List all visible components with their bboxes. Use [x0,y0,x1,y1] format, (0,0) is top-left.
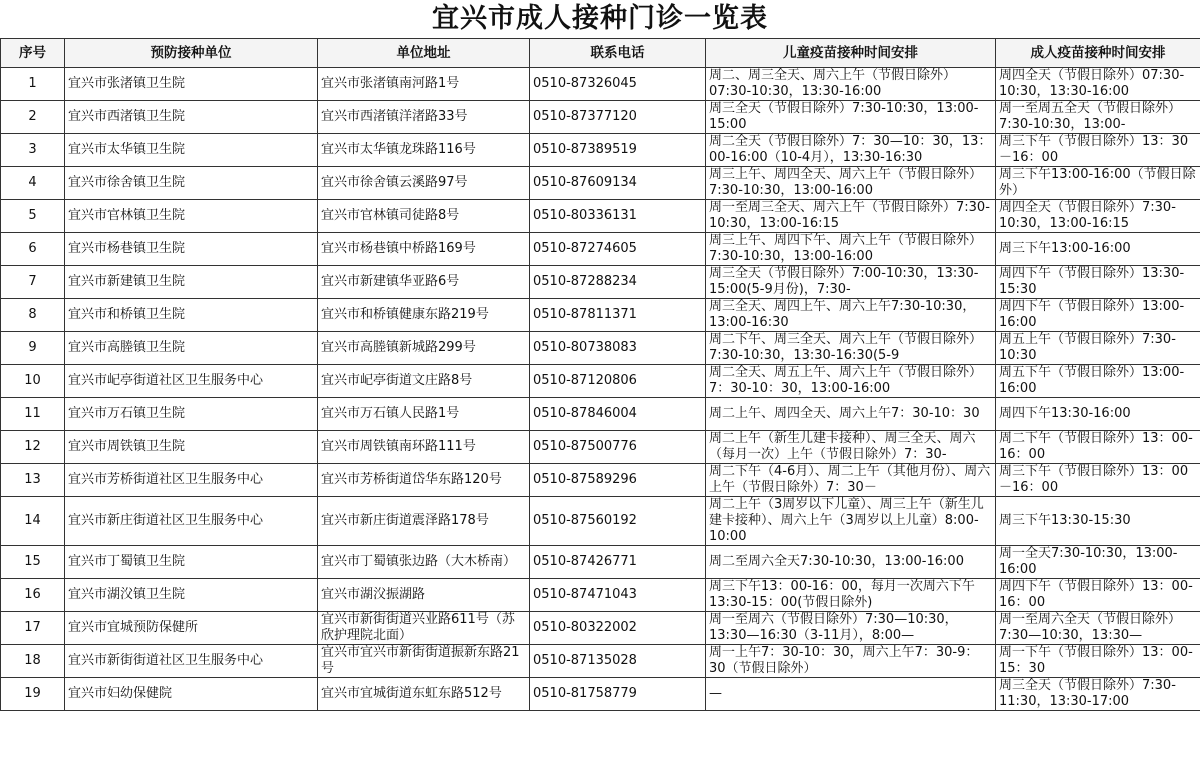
unit-name [65,365,318,398]
child-schedule [706,134,996,167]
table-row [1,68,1200,101]
unit-address-text: 宜兴市西渚镇洋渚路33号 [321,109,468,124]
table-row [1,398,1200,431]
row-number [1,579,65,612]
unit-name [65,579,318,612]
row-number [1,68,65,101]
page-title: 宜兴市成人接种门诊一览表 [432,3,768,34]
phone-number-text: 0510-87135028 [533,653,637,668]
unit-name-text: 宜兴市新建镇卫生院 [68,274,186,289]
adult-schedule [996,167,1200,200]
adult-schedule-text: 周一至周六全天（节假日除外）7:30—10:30，13:30— [999,612,1182,643]
adult-schedule-text: 周三下午13:00-16:00 [999,241,1131,256]
child-schedule-text: 周三全天（节假日除外）7:00-10:30，13:30-15:00(5-9月份)，7:30- [709,266,979,297]
phone-number-text: 0510-81758779 [533,686,637,701]
child-schedule [706,200,996,233]
phone-number [530,167,706,200]
unit-address [318,299,530,332]
row-number [1,398,65,431]
adult-schedule-text: 周一至周五全天（节假日除外）7:30-10:30，13:00- [999,101,1182,132]
adult-schedule-text: 周三全天（节假日除外）7:30-11:30，13:30-17:00 [999,678,1176,709]
adult-schedule-text: 周三下午（节假日除外）13：30－16：00 [999,134,1189,165]
adult-schedule [996,200,1200,233]
unit-address [318,266,530,299]
col-header-child-schedule: 儿童疫苗接种时间安排 [706,39,996,68]
row-number-text: 2 [28,109,37,124]
phone-number [530,134,706,167]
unit-name-text: 宜兴市高塍镇卫生院 [68,340,186,355]
row-number [1,266,65,299]
unit-name-text: 宜兴市张渚镇卫生院 [68,76,186,91]
row-number-text: 4 [28,175,37,190]
row-number [1,546,65,579]
child-schedule [706,167,996,200]
row-number-text: 5 [28,208,37,223]
unit-name [65,167,318,200]
unit-address [318,612,530,645]
row-number-text: 9 [28,340,37,355]
unit-name-text: 宜兴市新街街道社区卫生服务中心 [68,653,264,668]
child-schedule [706,464,996,497]
unit-name-text: 宜兴市新庄街道社区卫生服务中心 [68,513,264,528]
phone-number [530,398,706,431]
phone-number-text: 0510-87846004 [533,406,637,421]
child-schedule-text: 周一至周三全天、周六上午（节假日除外）7:30-10:30，13:00-16:15 [709,200,990,231]
row-number-text: 1 [28,76,37,91]
unit-address [318,332,530,365]
unit-name-text: 宜兴市湖㳇镇卫生院 [68,587,186,602]
table-body [1,68,1200,711]
unit-address-text: 宜兴市宜兴市新街街道振新东路21号 [321,645,520,676]
adult-schedule [996,398,1200,431]
child-schedule [706,233,996,266]
unit-name [65,266,318,299]
unit-name [65,200,318,233]
unit-name-text: 宜兴市万石镇卫生院 [68,406,186,421]
unit-address [318,200,530,233]
phone-number-text: 0510-80738083 [533,340,637,355]
adult-schedule-text: 周一全天7:30-10:30，13:00-16:00 [999,546,1178,577]
unit-address-text: 宜兴市芳桥街道岱华东路120号 [321,472,502,487]
unit-name-text: 宜兴市杨巷镇卫生院 [68,241,186,256]
row-number-text: 3 [28,142,37,157]
row-number [1,464,65,497]
phone-number [530,645,706,678]
table-row [1,233,1200,266]
child-schedule [706,68,996,101]
row-number-text: 6 [28,241,37,256]
child-schedule-text: 周二下午（4-6月）、周二上午（其他月份）、周六上午（节假日除外）7：30－ [709,464,991,495]
unit-name-text: 宜兴市西渚镇卫生院 [68,109,186,124]
child-schedule [706,266,996,299]
unit-address [318,134,530,167]
phone-number [530,266,706,299]
unit-name [65,678,318,711]
child-schedule-text: 周二上午（新生儿建卡接种）、周三全天、周六（每月一次）上午（节假日除外）7：30- [709,431,976,462]
unit-address-text: 宜兴市太华镇龙珠路116号 [321,142,476,157]
row-number [1,612,65,645]
unit-address [318,101,530,134]
child-schedule [706,645,996,678]
unit-name [65,431,318,464]
unit-name [65,299,318,332]
adult-schedule [996,68,1200,101]
phone-number-text: 0510-87811371 [533,307,637,322]
child-schedule [706,101,996,134]
child-schedule [706,365,996,398]
row-number [1,299,65,332]
adult-schedule [996,134,1200,167]
row-number [1,167,65,200]
adult-schedule-text: 周二下午（节假日除外）13：00-16：00 [999,431,1193,462]
adult-schedule-text: 周三下午13:00-16:00（节假日除外） [999,167,1196,198]
adult-schedule-text: 周四全天（节假日除外）7:30-10:30，13:00-16:15 [999,200,1176,231]
phone-number-text: 0510-87589296 [533,472,637,487]
table-row [1,546,1200,579]
unit-name [65,612,318,645]
phone-number-text: 0510-80322002 [533,620,637,635]
unit-name [65,134,318,167]
adult-schedule-text: 周一下午（节假日除外）13：00-15：30 [999,645,1193,676]
unit-address [318,68,530,101]
row-number [1,365,65,398]
table-row [1,497,1200,546]
unit-address [318,645,530,678]
adult-schedule [996,233,1200,266]
row-number [1,645,65,678]
unit-address-text: 宜兴市周铁镇南环路111号 [321,439,476,454]
unit-address-text: 宜兴市徐舍镇云溪路97号 [321,175,468,190]
adult-schedule [996,645,1200,678]
row-number [1,332,65,365]
row-number [1,134,65,167]
unit-name-text: 宜兴市太华镇卫生院 [68,142,186,157]
adult-schedule-text: 周四全天（节假日除外）07:30-10:30，13:30-16:00 [999,68,1185,99]
row-number [1,101,65,134]
phone-number-text: 0510-87560192 [533,513,637,528]
row-number [1,233,65,266]
phone-number-text: 0510-87120806 [533,373,637,388]
adult-schedule-text: 周四下午（节假日除外）13:30-15:30 [999,266,1185,297]
row-number-text: 8 [28,307,37,322]
table-row [1,431,1200,464]
unit-address-text: 宜兴市新庄街道震泽路178号 [321,513,489,528]
child-schedule-text: 周三下午13：00-16：00，每月一次周六下午13:30-15：00(节假日除外) [709,579,975,610]
child-schedule [706,497,996,546]
unit-address [318,398,530,431]
unit-name-text: 宜兴市徐舍镇卫生院 [68,175,186,190]
child-schedule-text: 周三全天（节假日除外）7:30-10:30，13:00-15:00 [709,101,979,132]
row-number-text: 17 [24,620,41,635]
phone-number [530,233,706,266]
phone-number-text: 0510-80336131 [533,208,637,223]
unit-address-text: 宜兴市湖㳇振湖路 [321,587,426,602]
unit-address [318,167,530,200]
unit-address-text: 宜兴市屺亭街道文庄路8号 [321,373,473,388]
phone-number [530,365,706,398]
adult-schedule [996,266,1200,299]
unit-address [318,678,530,711]
child-schedule [706,612,996,645]
adult-schedule-text: 周四下午（节假日除外）13:00-16:00 [999,299,1185,330]
col-header-unit: 预防接种单位 [65,39,318,68]
child-schedule-text: 周二下午、周三全天、周六上午（节假日除外）7:30-10:30，13:30-16:30(5-9 [709,332,983,363]
unit-name-text: 宜兴市妇幼保健院 [68,686,173,701]
child-schedule [706,299,996,332]
unit-address-text: 宜兴市新街街道兴业路611号（苏欣护理院北面） [321,612,515,643]
unit-address [318,497,530,546]
child-schedule-text: 周三上午、周四全天、周六上午（节假日除外）7:30-10:30，13:00-16:00 [709,167,983,198]
unit-name-text: 宜兴市和桥镇卫生院 [68,307,186,322]
phone-number-text: 0510-87326045 [533,76,637,91]
phone-number-text: 0510-87426771 [533,554,637,569]
unit-address [318,365,530,398]
row-number [1,431,65,464]
table-header-row [1,39,1200,68]
unit-address-text: 宜兴市新建镇华亚路6号 [321,274,460,289]
adult-schedule [996,579,1200,612]
table-row [1,332,1200,365]
row-number-text: 13 [24,472,41,487]
unit-address [318,431,530,464]
row-number-text: 7 [28,274,37,289]
unit-address-text: 宜兴市张渚镇南河路1号 [321,76,460,91]
unit-name-text: 宜兴市屺亭街道社区卫生服务中心 [68,373,264,388]
col-header-phone: 联系电话 [530,39,706,68]
col-header-adult-schedule: 成人疫苗接种时间安排 [996,39,1200,68]
unit-name-text: 宜兴市芳桥街道社区卫生服务中心 [68,472,264,487]
phone-number-text: 0510-87389519 [533,142,637,157]
phone-number [530,431,706,464]
unit-name-text: 宜兴市周铁镇卫生院 [68,439,186,454]
unit-address-text: 宜兴市万石镇人民路1号 [321,406,460,421]
adult-schedule-text: 周三下午（节假日除外）13：00－16：00 [999,464,1189,495]
unit-address-text: 宜兴市丁蜀镇张边路（大木桥南） [321,554,517,569]
child-schedule [706,431,996,464]
col-header-address: 单位地址 [318,39,530,68]
table-row [1,101,1200,134]
clinic-table [0,38,1200,711]
phone-number-text: 0510-87500776 [533,439,637,454]
child-schedule-text: 周三上午、周四下午、周六上午（节假日除外）7:30-10:30，13:00-16:00 [709,233,983,264]
table-row [1,645,1200,678]
row-number-text: 12 [24,439,41,454]
child-schedule-text: 周二上午、周四全天、周六上午7：30-10：30 [709,406,980,421]
table-row [1,365,1200,398]
row-number-text: 14 [24,513,41,528]
adult-schedule [996,101,1200,134]
adult-schedule [996,612,1200,645]
row-number-text: 11 [24,406,41,421]
adult-schedule [996,299,1200,332]
table-row [1,200,1200,233]
row-number [1,497,65,546]
child-schedule [706,579,996,612]
phone-number-text: 0510-87471043 [533,587,637,602]
unit-address-text: 宜兴市杨巷镇中桥路169号 [321,241,476,256]
phone-number [530,200,706,233]
unit-address [318,464,530,497]
phone-number [530,497,706,546]
adult-schedule [996,464,1200,497]
phone-number-text: 0510-87288234 [533,274,637,289]
row-number [1,678,65,711]
row-number-text: 19 [24,686,41,701]
unit-name [65,332,318,365]
child-schedule-text: 周二全天、周五上午、周六上午（节假日除外）7：30-10：30，13:00-16:00 [709,365,983,396]
adult-schedule [996,678,1200,711]
phone-number [530,464,706,497]
child-schedule [706,332,996,365]
adult-schedule [996,497,1200,546]
unit-address [318,233,530,266]
col-header-no: 序号 [1,39,65,68]
adult-schedule-text: 周五下午（节假日除外）13:00-16:00 [999,365,1185,396]
unit-address-text: 宜兴市和桥镇健康东路219号 [321,307,489,322]
row-number-text: 15 [24,554,41,569]
table-row [1,464,1200,497]
phone-number [530,579,706,612]
phone-number [530,68,706,101]
child-schedule-text: 周二上午（3周岁以下儿童）、周三上午（新生儿建卡接种）、周六上午（3周岁以上儿童）8:00-10:00 [709,497,984,544]
phone-number [530,546,706,579]
child-schedule-text: 周二至周六全天7:30-10:30，13:00-16:00 [709,554,964,569]
child-schedule-text: — [709,686,722,701]
table-row [1,266,1200,299]
unit-name [65,101,318,134]
row-number-text: 10 [24,373,41,388]
phone-number [530,678,706,711]
unit-address-text: 宜兴市宜城街道东虹东路512号 [321,686,502,701]
phone-number-text: 0510-87377120 [533,109,637,124]
row-number-text: 18 [24,653,41,668]
unit-address-text: 宜兴市官林镇司徒路8号 [321,208,460,223]
unit-address [318,579,530,612]
adult-schedule [996,365,1200,398]
unit-name-text: 宜兴市丁蜀镇卫生院 [68,554,186,569]
unit-address [318,546,530,579]
unit-name [65,68,318,101]
phone-number [530,332,706,365]
phone-number [530,101,706,134]
phone-number [530,299,706,332]
child-schedule-text: 周二全天（节假日除外）7：30—10：30，13：00-16:00（10-4月），13:30-16:30 [709,134,992,165]
adult-schedule-text: 周五上午（节假日除外）7:30-10:30 [999,332,1176,363]
child-schedule-text: 周一上午7：30-10：30，周六上午7：30-9：30（节假日除外） [709,645,979,676]
row-number-text: 16 [24,587,41,602]
child-schedule [706,398,996,431]
adult-schedule [996,431,1200,464]
unit-name [65,464,318,497]
table-row [1,299,1200,332]
table-row [1,678,1200,711]
child-schedule-text: 周一至周六（节假日除外）7:30—10:30，13:30—16:30（3-11月），8:00— [709,612,958,643]
adult-schedule-text: 周三下午13:30-15:30 [999,513,1131,528]
unit-name [65,497,318,546]
child-schedule [706,678,996,711]
unit-name [65,645,318,678]
unit-name-text: 宜兴市官林镇卫生院 [68,208,186,223]
unit-address-text: 宜兴市高塍镇新城路299号 [321,340,476,355]
adult-schedule [996,332,1200,365]
table-row [1,134,1200,167]
adult-schedule-text: 周四下午（节假日除外）13：00-16：00 [999,579,1193,610]
row-number [1,200,65,233]
child-schedule-text: 周三全天、周四上午、周六上午7:30-10:30，13:00-16:30 [709,299,976,330]
child-schedule-text: 周二、周三全天、周六上午（节假日除外）07:30-10:30，13:30-16:00 [709,68,957,99]
table-row [1,167,1200,200]
table-row [1,579,1200,612]
phone-number-text: 0510-87274605 [533,241,637,256]
adult-schedule [996,546,1200,579]
child-schedule [706,546,996,579]
unit-name [65,546,318,579]
unit-name-text: 宜兴市宜城预防保健所 [68,620,199,635]
unit-name [65,398,318,431]
table-row [1,612,1200,645]
adult-schedule-text: 周四下午13:30-16:00 [999,406,1131,421]
phone-number [530,612,706,645]
unit-name [65,233,318,266]
phone-number-text: 0510-87609134 [533,175,637,190]
